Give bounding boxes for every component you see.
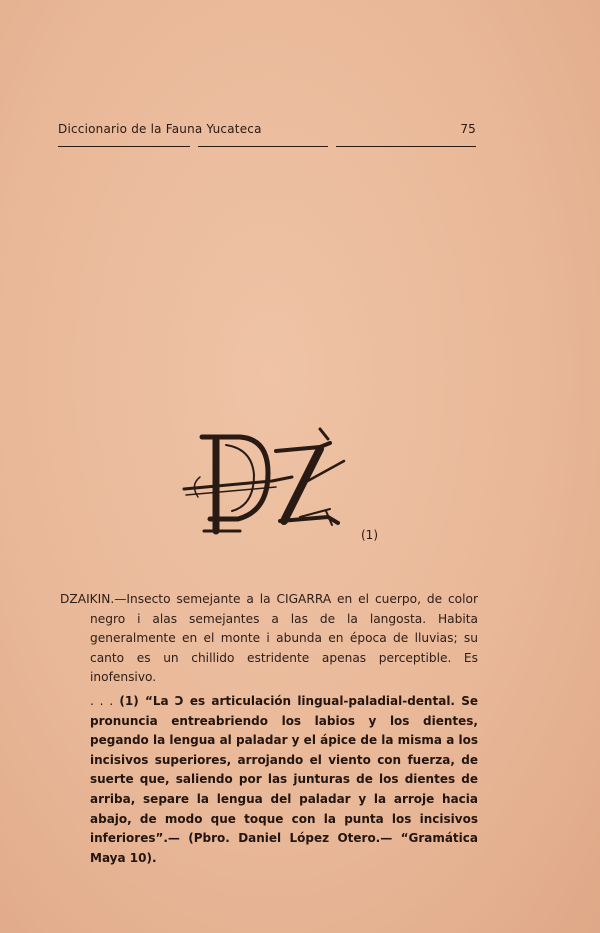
page-number: 75	[460, 122, 476, 136]
footnote-text: (1) “La Ↄ es articulación lingual-paladial-dental. Se pronuncia entreabriendo los labios y los dientes, pegando la lengua al paladar y el ápice de la misma a los incisivos superiores, arrojando el viento con fuerza, de suerte que, saliendo por las junturas de los dientes de arriba, separe la lengua del paladar y la arroje hacia abajo, de modo que toque con la punta los incisivos inferiores”.— (Pbro. Daniel López Otero.— “Gramática Maya 10).	[90, 694, 478, 865]
running-title: Diccionario de la Fauna Yucateca	[58, 122, 262, 136]
section-letter-ornament	[180, 425, 350, 545]
footnote-reference: (1)	[361, 528, 378, 542]
dictionary-entry	[60, 590, 478, 688]
header-rule-left	[58, 146, 190, 147]
footnote-leader: . . .	[90, 694, 114, 708]
footnote	[90, 692, 478, 868]
header-rule-right	[336, 146, 476, 147]
header-rule-middle	[198, 146, 328, 147]
entry-text: DZAIKIN.—Insecto semejante a la CIGARRA en el cuerpo, de color negro i alas semejantes a las de la langosta. Habita generalmente en el monte i abunda en época de lluvias; su canto es un chillido estridente apenas perceptible. Es inofensivo.	[60, 592, 478, 684]
